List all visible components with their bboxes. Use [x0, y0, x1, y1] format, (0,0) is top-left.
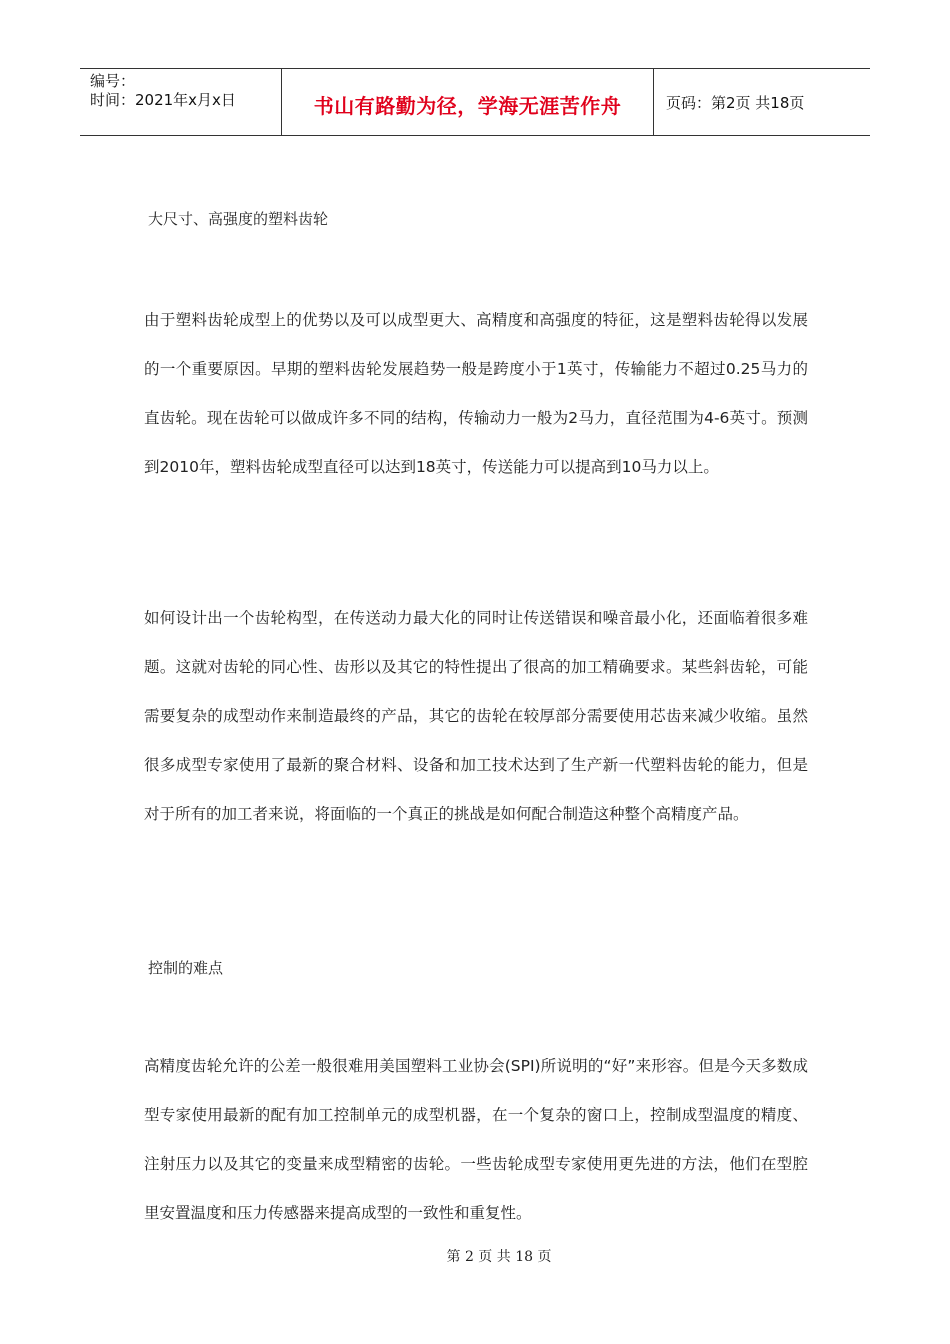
section-heading-large-gears: 大尺寸、高强度的塑料齿轮	[148, 210, 329, 228]
header-page-info: 页码：第2页 共18页	[666, 93, 805, 112]
page-footer: 第 2 页 共 18 页	[446, 1249, 552, 1265]
document-number-label: 编号：	[90, 72, 136, 90]
header-motto-cell	[282, 69, 654, 135]
header-meta-cell	[80, 69, 282, 135]
paragraph-design-challenges: 如何设计出一个齿轮构型，在传送动力最大化的同时让传送错误和噪音最小化，还面临着很多难题。这就对齿轮的同心性、齿形以及其它的特性提出了很高的加工精确要求。某些斜齿轮，可能需要复杂的成型动作来制造最终的产品，其它的齿轮在较厚部分需要使用芯齿来减少收缩。虽然很多成型专家使用了最新的聚合材料、设备和加工技术达到了生产新一代塑料齿轮的能力，但是对于所有的加工者来说，将面临的一个真正的挑战是如何配合制造这种整个高精度产品。	[144, 609, 808, 823]
page-header	[80, 68, 870, 136]
paragraph-gear-development: 由于塑料齿轮成型上的优势以及可以成型更大、高精度和高强度的特征，这是塑料齿轮得以发展的一个重要原因。早期的塑料齿轮发展趋势一般是跨度小于1英寸，传输能力不超过0.25马力的直齿轮。现在齿轮可以做成许多不同的结构，传输动力一般为2马力，直径范围为4-6英寸。预测到2010年，塑料齿轮成型直径可以达到18英寸，传送能力可以提高到10马力以上。	[144, 311, 808, 476]
header-page-cell	[654, 69, 870, 135]
header-motto: 书山有路勤为径，学海无涯苦作舟	[313, 93, 622, 118]
paragraph-precision-control: 高精度齿轮允许的公差一般很难用美国塑料工业协会(SPI)所说明的“好”来形容。但是今天多数成型专家使用最新的配有加工控制单元的成型机器，在一个复杂的窗口上，控制成型温度的精度、注射压力以及其它的变量来成型精密的齿轮。一些齿轮成型专家使用更先进的方法，他们在型腔里安置温度和压力传感器来提高成型的一致性和重复性。	[144, 1057, 808, 1222]
section-heading-control-difficulty: 控制的难点	[148, 959, 224, 977]
document-time-label: 时间：2021年x月x日	[90, 91, 236, 109]
